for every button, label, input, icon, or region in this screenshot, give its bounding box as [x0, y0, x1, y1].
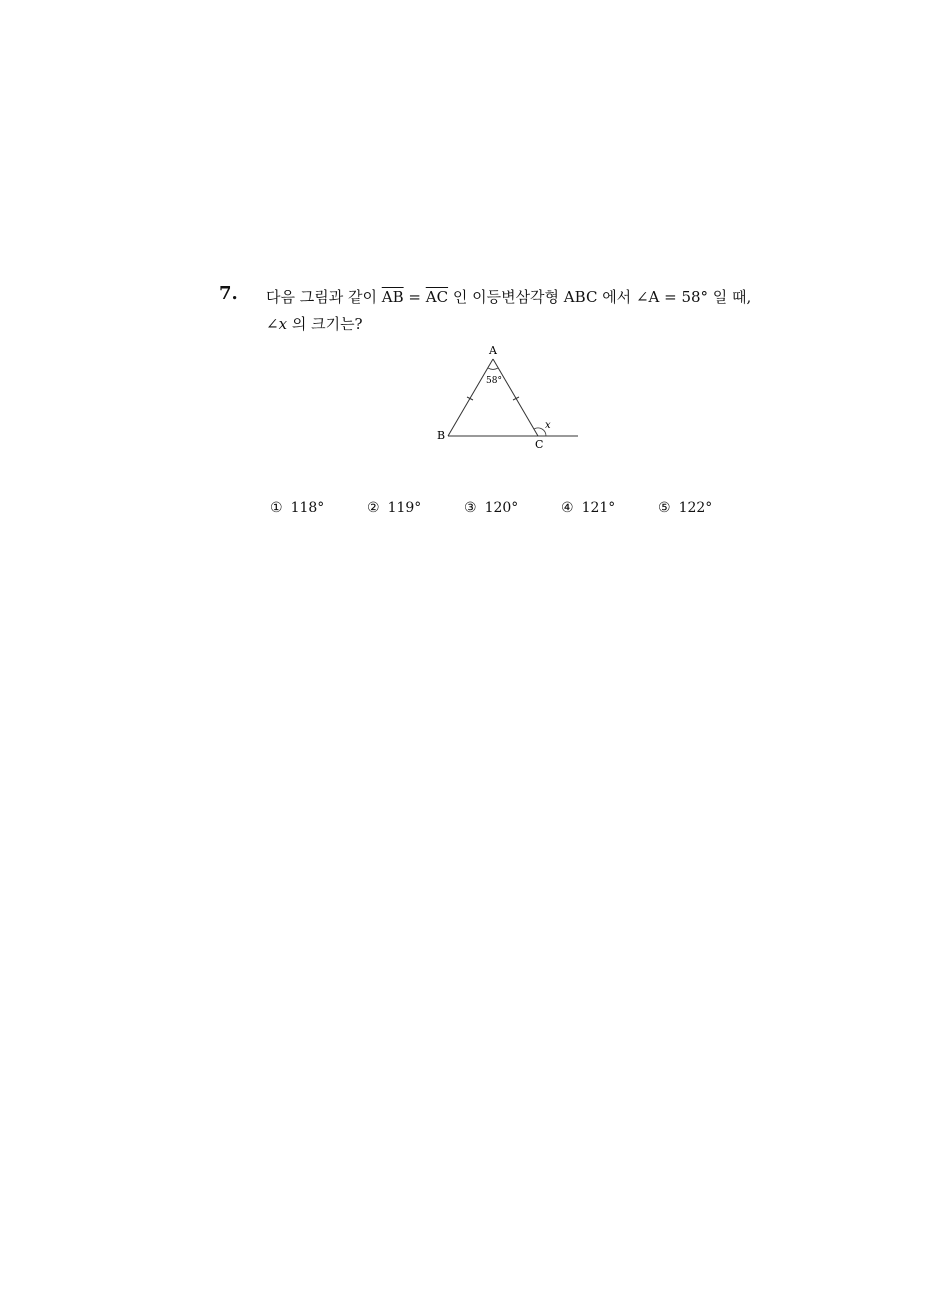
choice-2[interactable]: [367, 500, 421, 516]
choice-mark: ③: [464, 500, 477, 516]
choice-4[interactable]: [561, 500, 615, 516]
vertex-label-b: B: [437, 429, 446, 442]
segment-ac: $\overline{AC}$: [425, 288, 449, 306]
question-number: 7.: [219, 283, 238, 304]
side-ac: [493, 359, 538, 436]
choice-5[interactable]: [658, 500, 712, 516]
side-ab: [448, 359, 493, 436]
choice-1[interactable]: [270, 500, 324, 516]
choice-value: 120°: [484, 500, 519, 516]
choice-value: 119°: [387, 500, 422, 516]
angle-variable: x: [278, 315, 288, 333]
angle-label-x: x: [545, 420, 551, 431]
choice-value: 121°: [581, 500, 616, 516]
choice-value: 118°: [290, 500, 325, 516]
vertex-label-a: A: [489, 344, 497, 357]
vertex-label-c: C: [535, 438, 544, 451]
angle-label-58: 58°: [486, 376, 502, 386]
question-text-line-2: [266, 313, 363, 334]
question-intro: 다음 그림과 같이: [266, 288, 377, 306]
question-condition: 인 이등변삼각형 ABC 에서 ∠A = 58° 일 때,: [452, 288, 752, 306]
choice-mark: ①: [270, 500, 283, 516]
choice-value: 122°: [678, 500, 713, 516]
angle-symbol: ∠: [266, 315, 279, 333]
choice-mark: ④: [561, 500, 574, 516]
segment-ab: $\overline{AB}$: [381, 288, 404, 306]
choice-3[interactable]: [464, 500, 518, 516]
triangle-diagram: [430, 342, 590, 454]
question-text-line-1: [266, 286, 751, 307]
angle-arc-a: [488, 368, 498, 369]
triangle-figure: [430, 342, 590, 454]
choice-mark: ②: [367, 500, 380, 516]
choice-mark: ⑤: [658, 500, 671, 516]
equals-sign: =: [408, 288, 421, 306]
question-ask: 의 크기는?: [291, 315, 363, 333]
